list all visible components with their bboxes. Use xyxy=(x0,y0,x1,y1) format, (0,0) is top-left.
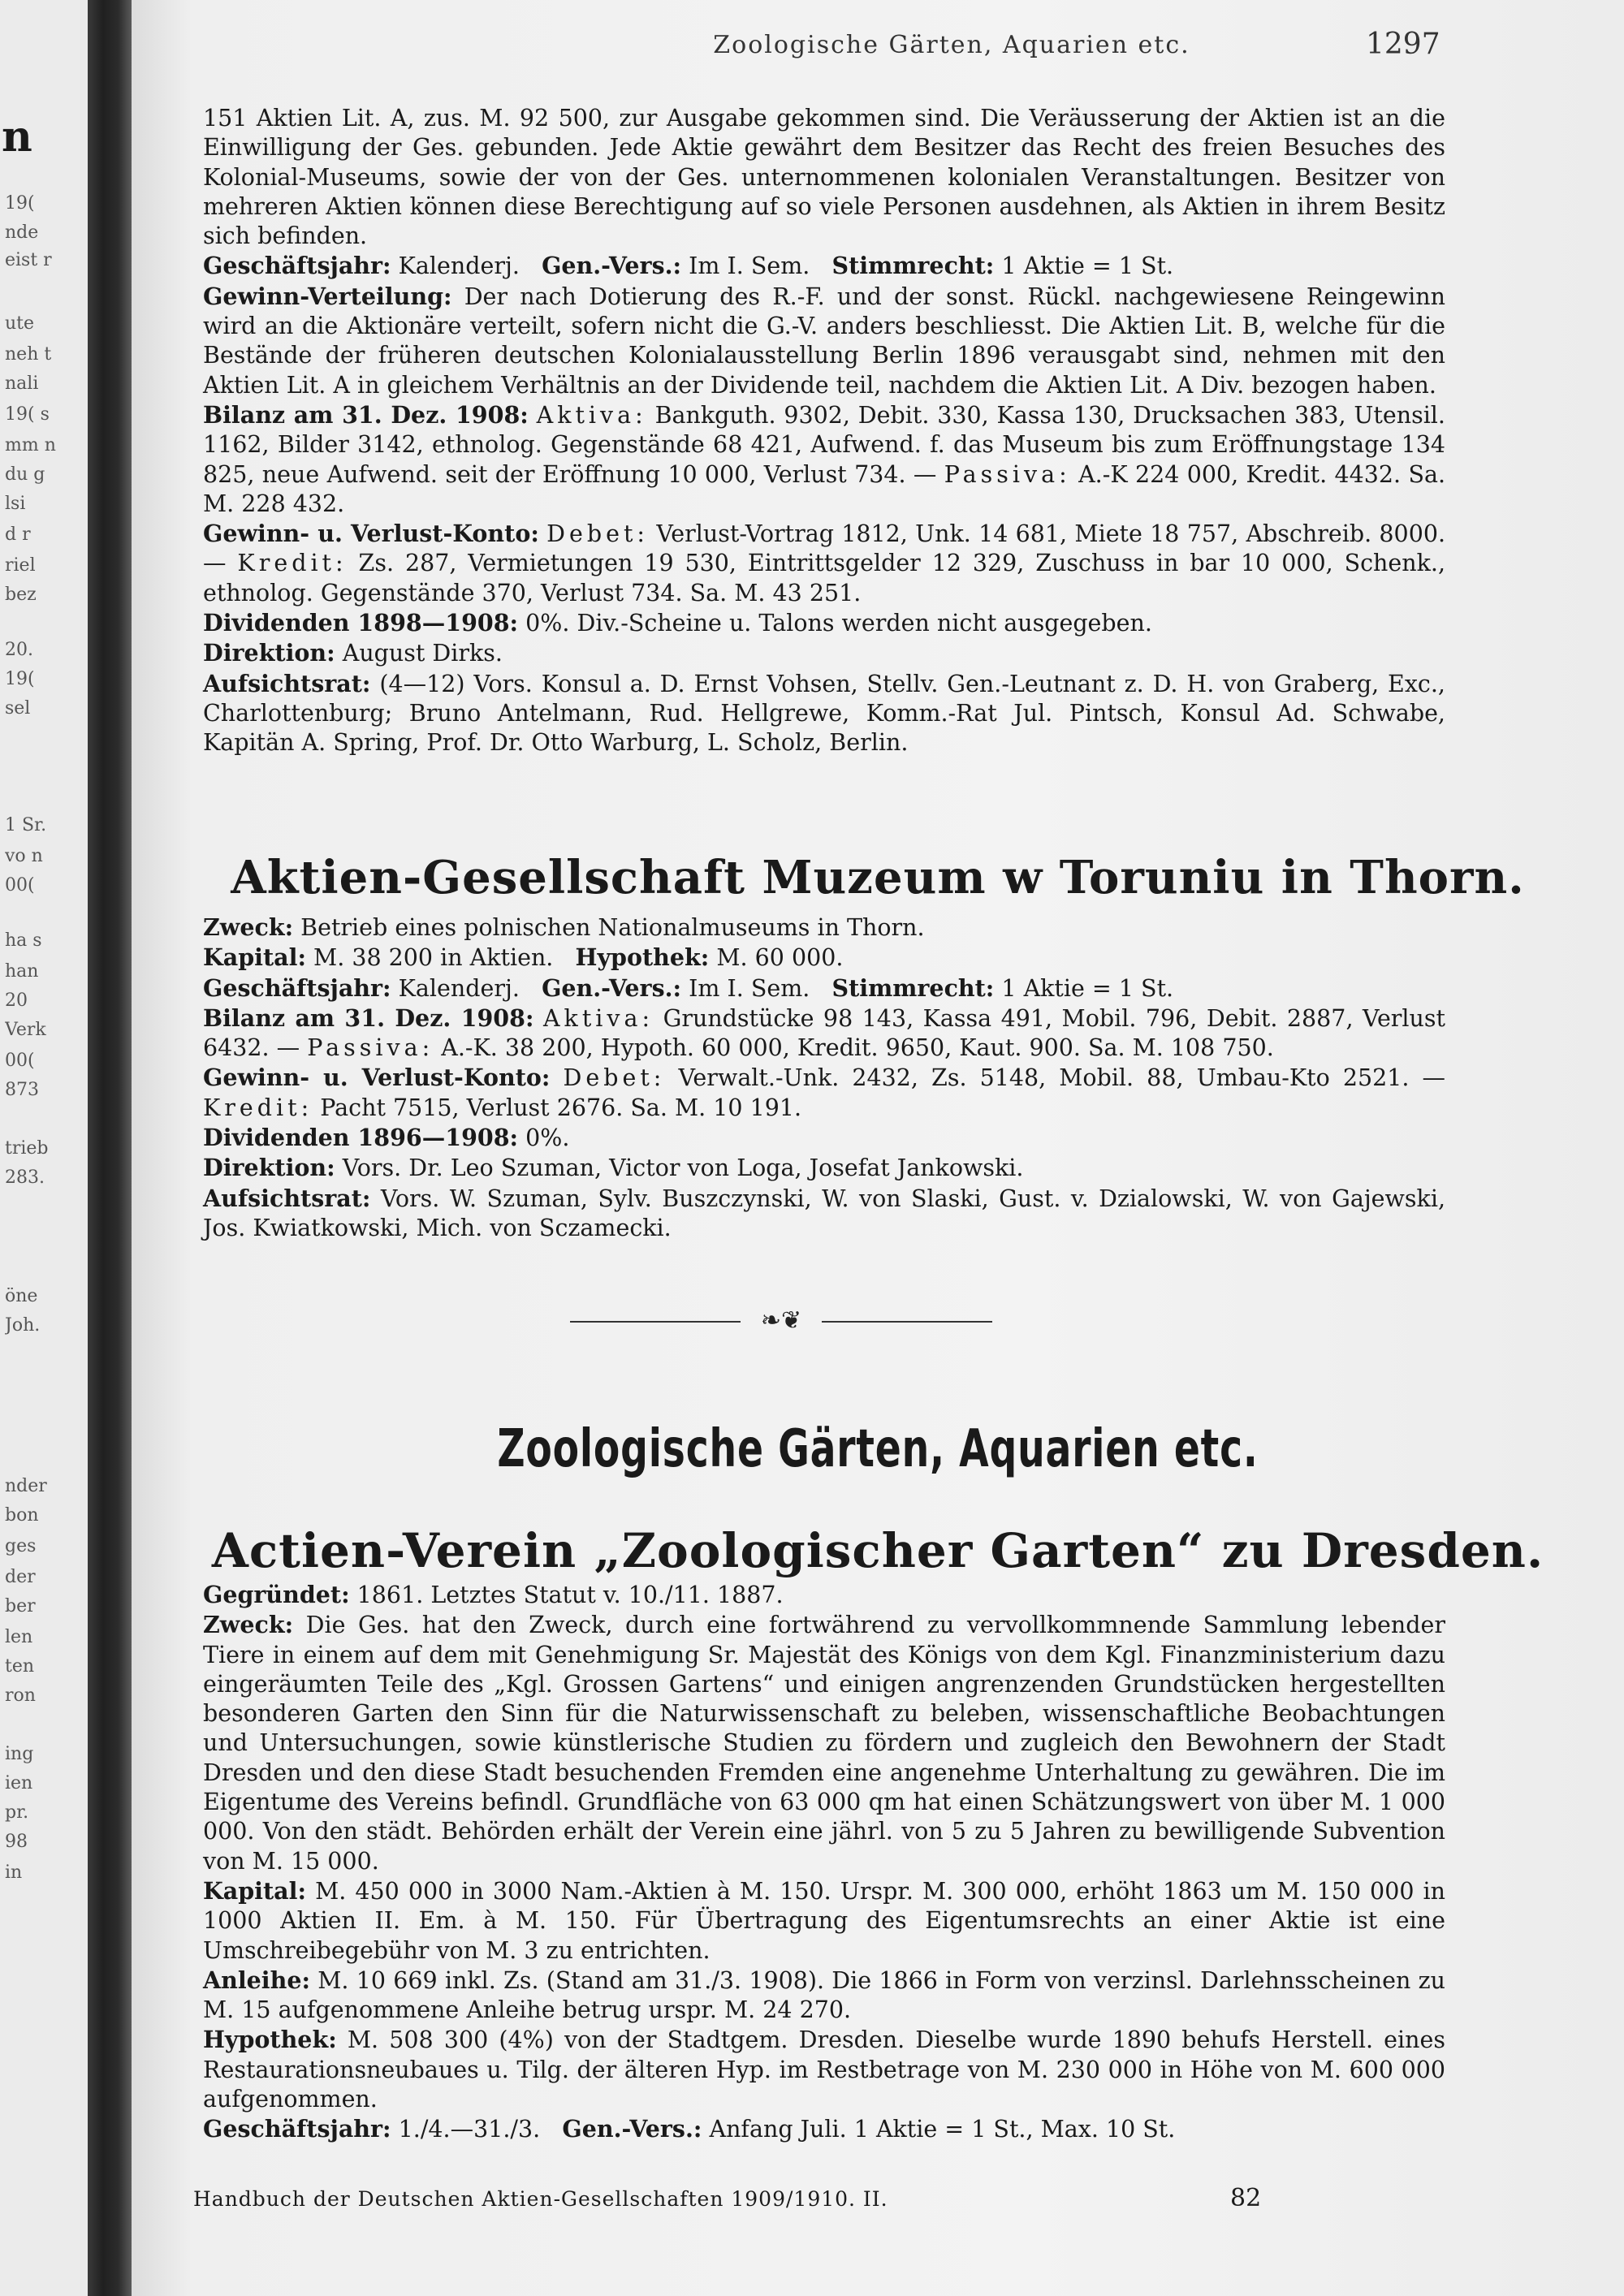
value-guv-kredit: Pacht 7515, Verlust 2676. Sa. M. 10 191. xyxy=(320,1094,802,1121)
book-spine xyxy=(88,0,132,2296)
kolonial-gj-line xyxy=(203,251,1445,281)
label-kapital: Kapital: xyxy=(203,1876,306,1905)
label-gewinn-verteilung: Gewinn-Verteilung: xyxy=(203,282,452,310)
value-gegruendet: 1861. Letztes Statut v. 10./11. 1887. xyxy=(356,1582,784,1608)
facing-page-fragment: nde xyxy=(5,224,39,242)
label-gegruendet: Gegründet: xyxy=(203,1581,350,1608)
value-anleihe: M. 10 669 inkl. Zs. (Stand am 31./3. 1908). Die 1866 in Form von verzinsl. Darlehnsscheinen zu M. 15 aufgenommene Anleihe betrug urspr. M. 24 270. xyxy=(203,1966,1445,2024)
divider-ornament-icon: ❧❦ xyxy=(760,1306,802,1335)
value-hypothek: M. 508 300 (4%) von der Stadtgem. Dresden. Dieselbe wurde 1890 behufs Herstell. eines Restaurationsneubaues u. Tilg. der älteren Hyp. im Restbetrage von M. 230 000 in Höhe von M. 600 000 aufgenommen. xyxy=(203,2026,1446,2113)
facing-page-fragment: 283. xyxy=(5,1169,45,1187)
label-bilanz: Bilanz am 31. Dez. 1908: xyxy=(203,1003,534,1032)
facing-page-fragment: ha s xyxy=(5,932,42,950)
label-stimmrecht: Stimmrecht: xyxy=(831,252,995,280)
word-aktiva: Aktiva: xyxy=(542,1004,654,1032)
label-guv: Gewinn- u. Verlust-Konto: xyxy=(203,1064,551,1092)
label-direktion: Direktion: xyxy=(203,639,335,667)
divider-rule-right xyxy=(822,1321,992,1323)
thorn-aufsichtsrat xyxy=(203,1184,1445,1244)
value-gen-vers: Im I. Sem. xyxy=(689,252,810,280)
label-hypothek: Hypothek: xyxy=(575,943,710,972)
value-stimmrecht: 1 Aktie = 1 St. xyxy=(1001,252,1174,280)
facing-page-fragment: neh t xyxy=(5,346,52,364)
facing-page-fragment: ing xyxy=(5,1746,34,1763)
word-kredit: Kredit: xyxy=(237,550,348,577)
label-geschaeftsjahr: Geschäftsjahr: xyxy=(203,252,391,280)
label-zweck: Zweck: xyxy=(203,1611,294,1639)
page-number: 1297 xyxy=(1366,28,1440,61)
facing-page-fragment: ber xyxy=(5,1598,36,1616)
value-zweck: Betrieb eines polnischen Nationalmuseums in Thorn. xyxy=(300,914,925,941)
value-dividenden: 0%. Div.-Scheine u. Talons werden nicht ausgegeben. xyxy=(525,610,1152,637)
label-dividenden: Dividenden 1896—1908: xyxy=(203,1124,519,1152)
facing-page-fragment: Verk xyxy=(5,1021,46,1039)
facing-page-fragment: 19( s xyxy=(5,406,50,424)
value-gen-vers: Anfang Juli. 1 Aktie = 1 St., Max. 10 St. xyxy=(709,2116,1176,2143)
facing-page-fragment: d r xyxy=(5,526,31,544)
label-zweck: Zweck: xyxy=(203,913,294,941)
book-page xyxy=(132,0,1624,2296)
word-aktiva: Aktiva: xyxy=(536,401,647,429)
facing-page-fragment: 20. xyxy=(5,641,33,659)
label-hypothek: Hypothek: xyxy=(203,2026,337,2054)
facing-page-fragment: trieb xyxy=(5,1140,49,1158)
facing-page-fragment: lsi xyxy=(5,495,26,513)
kolonial-aufsichtsrat xyxy=(203,669,1445,758)
footer-signature: 82 xyxy=(1230,2184,1262,2212)
facing-page-fragment: vo n xyxy=(5,848,43,865)
facing-page-fragment: nder xyxy=(5,1478,47,1495)
label-bilanz: Bilanz am 31. Dez. 1908: xyxy=(203,400,529,429)
value-guv-kredit: Zs. 287, Vermietungen 19 530, Eintrittsgelder 12 329, Zuschuss in bar 10 000, Schenk., ethnolog. Gegenstände 370, Verlust 734. Sa. M. 43 251. xyxy=(203,550,1446,606)
thorn-gj-line xyxy=(203,973,1445,1003)
value-hypothek: M. 60 000. xyxy=(716,944,844,972)
value-stimmrecht: 1 Aktie = 1 St. xyxy=(1001,974,1174,1002)
label-kapital: Kapital: xyxy=(203,943,306,972)
value-aufsichtsrat: (4—12) Vors. Konsul a. D. Ernst Vohsen, Stellv. Gen.-Leutnant z. D. H. von Graberg, Exc., Charlottenburg; Bruno Antelmann, Rud. Hellgrewe, Komm.-Rat Jul. Pintsch, Konsul Ad. Schwabe, Kapitän A. Spring, Prof. Dr. Otto Warburg, L. Scholz, Berlin. xyxy=(203,670,1445,757)
facing-page-fragment: ute xyxy=(5,315,35,333)
facing-page-fragment: nali xyxy=(5,375,39,393)
value-geschaeftsjahr: 1./4.—31./3. xyxy=(398,2116,541,2143)
facing-page-fragment: 19( xyxy=(5,671,35,688)
label-stimmrecht: Stimmrecht: xyxy=(831,973,995,1002)
facing-page-fragment: mm n xyxy=(5,437,56,455)
facing-page-fragment: 98 xyxy=(5,1833,28,1851)
facing-page-fragment: ges xyxy=(5,1538,37,1556)
facing-page-fragment: 20 xyxy=(5,992,28,1010)
dresden-anleihe xyxy=(203,1966,1445,2026)
facing-page-fragment: bon xyxy=(5,1507,39,1525)
footer-source: Handbuch der Deutschen Aktien-Gesellschaften 1909/1910. II. xyxy=(193,2187,888,2211)
kolonial-guv xyxy=(203,519,1445,608)
word-debet: Debet: xyxy=(546,520,650,548)
value-guv-debet: Verlust-Vortrag 1812, Unk. 14 681, Miete 18 757, Abschreib. 8000. — xyxy=(203,520,1446,577)
dresden-entry xyxy=(203,1580,1445,2145)
value-kapital: M. 450 000 in 3000 Nam.-Aktien à M. 150. Urspr. M. 300 000, erhöht 1863 um M. 150 000 in 1000 Aktien II. Em. à M. 150. Für Übertragung des Eigentumsrechts an einer Aktie ist eine Umschreibegebühr von M. 3 zu entrichten. xyxy=(203,1877,1446,1964)
facing-page-fragment: 19( xyxy=(5,195,35,213)
facing-page-fragment: 873 xyxy=(5,1081,39,1099)
facing-page-fragment: han xyxy=(5,963,39,981)
value-direktion: August Dirks. xyxy=(342,640,503,667)
value-bilanz-passiva: A.-K. 38 200, Hypoth. 60 000, Kredit. 9650, Kaut. 900. Sa. M. 108 750. xyxy=(441,1034,1274,1062)
word-passiva: Passiva: xyxy=(307,1034,434,1062)
dresden-gj-line xyxy=(203,2114,1445,2144)
thorn-kapital xyxy=(203,943,1445,973)
facing-page-letter: n xyxy=(2,112,32,162)
facing-page-fragment: öne xyxy=(5,1288,38,1306)
facing-page-fragment: pr. xyxy=(5,1804,29,1822)
label-dividenden: Dividenden 1898—1908: xyxy=(203,609,519,637)
kolonial-direktion xyxy=(203,638,1445,668)
facing-page-fragment: in xyxy=(5,1864,23,1882)
label-gen-vers: Gen.-Vers.: xyxy=(542,252,682,280)
facing-page-fragment: 1 Sr. xyxy=(5,817,47,835)
label-gen-vers: Gen.-Vers.: xyxy=(542,973,682,1002)
kolonial-gewinn-verteilung xyxy=(203,282,1445,400)
kolonial-bilanz xyxy=(203,400,1445,519)
facing-page-fragment: riel xyxy=(5,557,36,575)
value-kapital: M. 38 200 in Aktien. xyxy=(313,944,554,972)
thorn-dividenden xyxy=(203,1123,1445,1153)
label-geschaeftsjahr: Geschäftsjahr: xyxy=(203,973,391,1002)
label-guv: Gewinn- u. Verlust-Konto: xyxy=(203,520,539,548)
heading-thorn: Aktien-Gesellschaft Muzeum w Toruniu in Thorn. xyxy=(231,851,1525,904)
facing-page-fragment: sel xyxy=(5,700,31,718)
dresden-hypothek xyxy=(203,2025,1445,2114)
value-bilanz-aktiva: Bankguth. 9302, Debit. 330, Kassa 130, Drucksachen 383, Utensil. 1162, Bilder 3142, ethnolog. Gegenstände 68 421, Aufwend. f. das Museum bis zum Eröffnungstage 134 825, neue Aufwend. seit der Eröffnung 10 000, Verlust 734. — xyxy=(203,401,1445,488)
facing-page-edge xyxy=(0,0,88,2296)
thorn-bilanz xyxy=(203,1003,1445,1064)
value-direktion: Vors. Dr. Leo Szuman, Victor von Loga, Josefat Jankowski. xyxy=(342,1154,1024,1182)
value-guv-debet: Verwalt.-Unk. 2432, Zs. 5148, Mobil. 88, Umbau-Kto 2521. — xyxy=(678,1064,1445,1092)
dresden-zweck xyxy=(203,1610,1445,1876)
facing-page-fragment: bez xyxy=(5,586,37,604)
facing-page-fragment: ron xyxy=(5,1687,36,1705)
label-anleihe: Anleihe: xyxy=(203,1966,310,1994)
value-bilanz-passiva: A.-K 224 000, Kredit. 4432. Sa. M. 228 432. xyxy=(203,460,1446,517)
value-gewinn-verteilung: Der nach Dotierung des R.-F. und der sonst. Rückl. nachgewiesene Reingewinn wird an die Aktionäre verteilt, sofern nicht die G.-V. anders beschliesst. Die Aktien Lit. B, welche für die Bestände der früheren deutschen Kolonialausstellung Berlin 1896 verausgabt sind, nehmen mit den Aktien Lit. A in gleichem Verhältnis an der Dividende teil, nachdem die Aktien Lit. A Div. bezogen haben. xyxy=(203,283,1445,399)
facing-page-fragment: ten xyxy=(5,1658,35,1676)
label-aufsichtsrat: Aufsichtsrat: xyxy=(203,669,371,697)
dresden-gegruendet xyxy=(203,1580,1445,1610)
label-geschaeftsjahr: Geschäftsjahr: xyxy=(203,2115,391,2143)
facing-page-fragment: 00( xyxy=(5,877,35,895)
word-debet: Debet: xyxy=(563,1064,666,1092)
value-aufsichtsrat: Vors. W. Szuman, Sylv. Buszczynski, W. von Slaski, Gust. v. Dzialowski, W. von Gajewski, Jos. Kwiatkowski, Mich. von Sczamecki. xyxy=(203,1185,1445,1241)
kolonial-aktien-paragraph: 151 Aktien Lit. A, zus. M. 92 500, zur Ausgabe gekommen sind. Die Veräusserung der Aktien ist an die Einwilligung der Ges. gebunden. Jede Aktie gewährt dem Besitzer das Recht des freien Besuches des Kolonial-Museums, sowie der von der Ges. unternommenen kolonialen Veranstaltungen. Besitzer von mehreren Aktien können diese Berechtigung auf so viele Personen ausdehnen, als Aktien in ihrem Besitz sich befinden. xyxy=(203,105,1445,250)
value-geschaeftsjahr: Kalenderj. xyxy=(398,974,520,1002)
kolonial-museum-entry xyxy=(203,104,1445,758)
facing-page-fragment: ien xyxy=(5,1775,33,1793)
facing-page-fragment: eist r xyxy=(5,252,52,270)
value-dividenden: 0%. xyxy=(525,1124,570,1152)
dresden-kapital xyxy=(203,1876,1445,1966)
thorn-zweck xyxy=(203,913,1445,943)
facing-page-fragment: len xyxy=(5,1629,33,1646)
value-geschaeftsjahr: Kalenderj. xyxy=(398,252,520,280)
running-head: Zoologische Gärten, Aquarien etc. xyxy=(713,31,1190,59)
facing-page-fragment: der xyxy=(5,1569,36,1586)
word-passiva: Passiva: xyxy=(944,460,1071,488)
label-direktion: Direktion: xyxy=(203,1154,335,1182)
kolonial-dividenden xyxy=(203,608,1445,638)
value-zweck: Die Ges. hat den Zweck, durch eine fortwährend zu vervollkommnende Sammlung lebender Tiere in einem auf dem mit Genehmigung Sr. Majestät des Königs von dem Kgl. Finanzministerium dazu eingeräumten Teile des „Kgl. Grossen Gartens“ und einigen angrenzenden Grundstücken hergestellten besonderen Garten den Sinn für die Naturwissenschaft zu beleben, wissenschaftliche Beobachtungen und Untersuchungen, sowie künstlerische Studien zu fördern und zugleich den Bewohnern der Stadt Dresden und den diese Stadt besuchenden Fremden eine angenehme Unterhaltung zu gewähren. Die im Eigentume des Vereins befindl. Grundfläche von 63 000 qm hat einen Schätzungswert von über M. 1 000 000. Von den städt. Behörden erhält der Verein eine jährl. von 5 zu 5 Jahren zu bewilligende Subvention von M. 15 000. xyxy=(203,1612,1445,1875)
label-aufsichtsrat: Aufsichtsrat: xyxy=(203,1184,371,1212)
word-kredit: Kredit: xyxy=(203,1094,313,1121)
heading-dresden: Actien-Verein „Zoologischer Garten“ zu Dresden. xyxy=(211,1523,1544,1578)
thorn-direktion xyxy=(203,1153,1445,1183)
section-title: Zoologische Gärten, Aquarien etc. xyxy=(497,1419,1259,1479)
thorn-entry xyxy=(203,913,1445,1243)
facing-page-fragment: Joh. xyxy=(5,1317,41,1335)
facing-page-fragment: 00( xyxy=(5,1052,35,1070)
thorn-guv xyxy=(203,1063,1445,1123)
value-gen-vers: Im I. Sem. xyxy=(689,974,810,1002)
value-bilanz-aktiva: Grundstücke 98 143, Kassa 491, Mobil. 796, Debit. 2887, Verlust 6432. — xyxy=(203,1004,1445,1062)
label-gen-vers: Gen.-Vers.: xyxy=(562,2115,702,2143)
facing-page-fragment: du g xyxy=(5,466,45,484)
divider-rule-left xyxy=(570,1321,741,1323)
